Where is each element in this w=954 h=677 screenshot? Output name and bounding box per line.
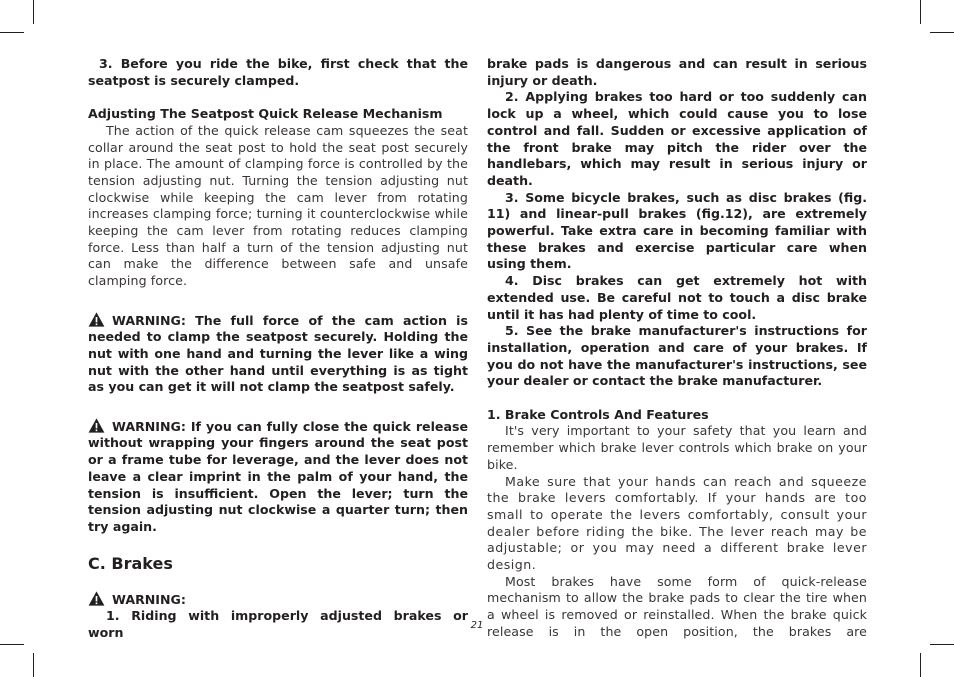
crop-mark-top-left-h bbox=[0, 32, 24, 33]
left-column bbox=[88, 56, 468, 642]
brakes-item-5: 5. See the brake manufacturer's instructions for installation, operation and care of your brakes. If you do not have the manufacturer's instructions, see your dealer or contact the brake manufacturer. bbox=[487, 323, 867, 389]
warning-insufficient-tension-text: WARNING: If you can fully close the quick release without wrapping your fingers around the seat post or a frame tube for leverage, and the lever does not leave a clear imprint in the palm of your hand, the tension is insufficient. Open the lever; turn the tension adjusting nut clockwise a quarter turn; then try again. bbox=[88, 418, 468, 534]
warning-triangle-icon bbox=[88, 418, 105, 433]
crop-mark-top-right-h bbox=[930, 32, 954, 33]
warning-brakes-label bbox=[88, 591, 468, 609]
brakes-item-2: 2. Applying brakes too hard or too suddenly can lock up a wheel, which could cause you to lose control and fall. Sudden or excessive application of the front brake may pitch the rider over the handlebars, which may result in serious injury or death. bbox=[487, 89, 867, 188]
warning-triangle-icon bbox=[88, 591, 105, 606]
section-title: C. Brakes bbox=[88, 553, 173, 573]
crop-mark-bottom-right-v bbox=[920, 653, 921, 677]
crop-mark-top-right-v bbox=[920, 0, 921, 24]
warning-insufficient-tension bbox=[88, 418, 468, 536]
page-number: 21 bbox=[470, 620, 484, 631]
crop-mark-top-left-v bbox=[33, 0, 34, 24]
brakes-item-1-start: 1. Riding with improperly adjusted brakes or worn bbox=[88, 608, 468, 641]
brakes-item-1-end: brake pads is dangerous and can result in serious injury or death. bbox=[487, 56, 867, 88]
warning-cam-force bbox=[88, 312, 468, 397]
adjusting-body: The action of the quick release cam squeezes the seat collar around the seat post to hold the seat post securely in place. The amount of clamping force is controlled by the tension adjusting nut. Turning the tension adjusting nut clockwise while keeping the cam lever from rotating increases clamping force; turning it counterclockwise while keeping the cam lever from rotating reduces clamping force. Less than half a turn of the tension adjusting nut can make the difference between safe and unsafe clamping force. bbox=[88, 122, 468, 289]
seatpost-check-item: 3. Before you ride the bike, first check that the seatpost is securely clamped. bbox=[88, 56, 468, 88]
warning-triangle-icon bbox=[88, 312, 105, 327]
adjusting-heading: Adjusting The Seatpost Quick Release Mechanism bbox=[88, 106, 443, 122]
crop-mark-bottom-right-h bbox=[930, 644, 954, 645]
brakes-item-3: 3. Some bicycle brakes, such as disc brakes (fig. 11) and linear-pull brakes (fig.12), are extremely powerful. Take extra care in becoming familiar with these brakes and exercise particular care when using them. bbox=[487, 189, 867, 272]
brake-controls-paragraph-2: Make sure that your hands can reach and squeeze the brake levers comfortably. If your hands are too small to operate the levers comfortably, consult your dealer before riding the bike. The lever reach may be adjustable; or you may need a different brake lever design. bbox=[487, 473, 867, 573]
brake-controls-heading: 1. Brake Controls And Features bbox=[487, 406, 709, 422]
crop-mark-bottom-left-v bbox=[33, 653, 34, 677]
brakes-item-4: 4. Disc brakes can get extremely hot with extended use. Be careful not to touch a disc brake until it has had plenty of time to cool. bbox=[487, 273, 867, 322]
crop-mark-bottom-left-h bbox=[0, 644, 24, 645]
brake-controls-paragraph-1: It's very important to your safety that you learn and remember which brake lever controls which brake on your bike. bbox=[487, 423, 867, 472]
right-column bbox=[487, 56, 867, 641]
brake-controls-paragraph-3: Most brakes have some form of quick-release mechanism to allow the brake pads to clear the tire when a wheel is removed or reinstalled. When the brake quick release is in the open position, the brakes are bbox=[487, 573, 867, 639]
warning-brakes-label-text: WARNING: bbox=[112, 591, 186, 607]
warning-cam-force-text: WARNING: The full force of the cam action is needed to clamp the seatpost securely. Holding the nut with one hand and turning the lever like a wing nut with the other hand until everything is as tight as you can get it will not clamp the seatpost safely. bbox=[88, 312, 468, 395]
